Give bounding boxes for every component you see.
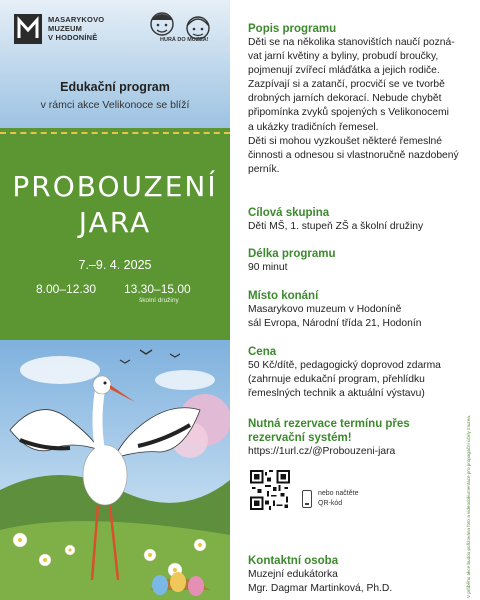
heading-misto: Místo konání: [248, 290, 319, 302]
dashed-divider: [0, 132, 230, 134]
museum-name: [48, 15, 104, 42]
section-cena: [248, 345, 466, 401]
misto-line1: Masarykovo muzeum v Hodoníně: [248, 304, 402, 315]
heading-rezervace-1: Nutná rezervace termínu přes: [248, 418, 410, 430]
heading-rezervace-2: rezervační systém!: [248, 432, 352, 444]
phone-icon: [302, 490, 312, 508]
misto-line2: sál Evropa, Národní třída 21, Hodonín: [248, 318, 422, 330]
reservation-link[interactable]: https://1url.cz/@Probouzeni-jara: [248, 446, 396, 457]
section-cilova: [248, 206, 466, 234]
event-date: 7.–9. 4. 2025: [78, 258, 152, 272]
program-title: Edukační program: [60, 80, 170, 94]
section-delka: [248, 247, 466, 275]
phone-icon-detail: [305, 503, 309, 505]
popis-line: vat jarní květiny a byliny, probudí broučky,: [248, 51, 439, 63]
popis-line: činnosti a odnesou si vlastnoručně nazdobený: [248, 149, 459, 161]
hura-label: HURÁ DO MUZEA!: [160, 37, 209, 43]
popis-line: pojmenují zvířecí mláďátka a jejich rodiče.: [248, 65, 440, 77]
popis-line: a ukázky tradičních řemesel.: [248, 121, 379, 133]
program-subtitle: v rámci akce Velikonoce se blíží: [40, 99, 190, 111]
left-column: [0, 0, 230, 600]
museum-name-line3: V HODONÍNĚ: [48, 33, 98, 42]
section-rezervace: [248, 417, 466, 459]
cilova-text: Děti MŠ, 1. stupeň ZŠ a školní družiny: [248, 221, 424, 232]
cena-line3: řemeslných technik a aktuální výstavu): [248, 388, 425, 400]
hura-kids-logo-icon: [140, 8, 220, 52]
kontakt-line2: Mgr. Dagmar Martinková, Ph.D.: [248, 583, 393, 595]
main-title-line1: PROBOUZENÍ: [12, 170, 218, 203]
qr-note-line1: nebo načtěte: [318, 490, 359, 497]
kontakt-line1: Muzejní edukátorka: [248, 569, 338, 580]
popis-line: Děti se na několika stanovištích naučí pozná-: [248, 37, 455, 48]
popis-line: drobných jarních dekorací. Nebude chybět: [248, 93, 442, 105]
main-title-line2: JARA: [78, 206, 152, 239]
heading-kontakt: Kontaktní osoba: [248, 555, 339, 567]
time-slot-2: 13.30–15.00: [124, 282, 191, 296]
popis-line: perník.: [248, 163, 280, 175]
popis-line: Děti si mohou vyzkoušet některé řemeslné: [248, 135, 443, 147]
heading-popis: Popis programu: [248, 23, 337, 35]
qr-code-icon[interactable]: [250, 470, 290, 510]
stork-spring-illustration: [0, 340, 230, 600]
museum-logo-icon: [14, 14, 42, 44]
section-kontakt: [248, 554, 466, 596]
cena-line2: (zahrnuje edukační program, přehlídku: [248, 374, 425, 386]
photo-consent-note: V průběhu akce budou pořizována foto a videodokumentace pro propagační účely muzea.: [466, 414, 471, 598]
museum-name-line2: MUZEUM: [48, 24, 83, 33]
time-slot-2-note: školní družiny: [139, 297, 179, 304]
popis-line: připomínka zvyků spojených s Velikonocemi: [248, 107, 449, 119]
section-popis: [248, 22, 466, 177]
popis-line: Zazpívají si a zatančí, procvičí se ve tvorbě: [248, 79, 445, 91]
qr-note-line2: QR-kód: [318, 500, 343, 507]
heading-cena: Cena: [248, 346, 277, 358]
time-slot-1: 8.00–12.30: [36, 282, 97, 296]
section-misto: [248, 289, 466, 331]
delka-text: 90 minut: [248, 262, 288, 273]
heading-delka: Délka programu: [248, 248, 336, 260]
right-column: [234, 0, 470, 600]
cena-line1: 50 Kč/dítě, pedagogický doprovod zdarma: [248, 360, 441, 371]
heading-cilova: Cílová skupina: [248, 207, 330, 219]
museum-name-line1: MASARYKOVO: [48, 15, 105, 24]
qr-note: [318, 489, 358, 509]
